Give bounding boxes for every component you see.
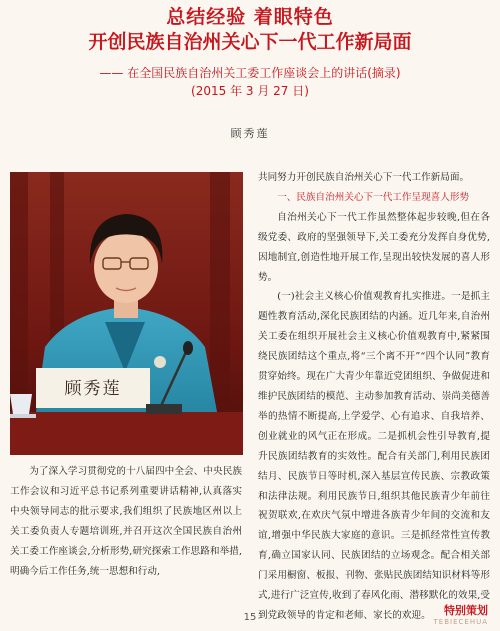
article-title-line2: 开创民族自治州关心下一代工作新局面 bbox=[88, 31, 412, 53]
section-brand-pinyin: TEBIECEHUA bbox=[433, 618, 488, 626]
page-number: 15 bbox=[243, 612, 257, 623]
section-brand bbox=[434, 602, 488, 626]
right-column bbox=[258, 168, 490, 626]
left-column bbox=[10, 462, 242, 582]
speaker-photo bbox=[10, 172, 243, 455]
nameplate-label: 顾秀莲 bbox=[64, 379, 122, 399]
paragraph: 自治州关心下一代工作虽然整体起步较晚,但在各级党委、政府的坚强领导下,关工委充分发挥自身优势,因地制宜,创造性地开展工作,呈现出较快发展的喜人形势。 bbox=[258, 211, 490, 283]
section-brand-label: 特别策划 bbox=[444, 604, 488, 617]
speaker-photo-illustration bbox=[10, 172, 243, 455]
article-title-line1: 总结经验 着眼特色 bbox=[166, 6, 334, 28]
article-subtitle: —— 在全国民族自治州关工委工作座谈会上的讲话(摘录) bbox=[99, 66, 401, 80]
paragraph: 为了深入学习贯彻党的十八届四中全会、中央民族工作会议和习近平总书记系列重要讲话精神,认真落实中央领导同志的批示要求,我们组织了民族地区州以上关工委负责人专题培训班,并召开这次全国民族自治州关工委工作座谈会,分析形势,研究探索工作思路和举措,明确今后工作任务,统一思想和行动, bbox=[10, 466, 242, 577]
section-heading: 一、民族自治州关心下一代工作呈现喜人形势 bbox=[277, 191, 470, 203]
article-author: 顾秀莲 bbox=[230, 127, 270, 140]
article-date: (2015 年 3 月 27 日) bbox=[191, 84, 309, 98]
paragraph: (一)社会主义核心价值观教育扎实推进。一是抓主题性教育活动,深化民族团结的内涵。近几年来,自治州关工委在组织开展社会主义核心价值观教育中,紧紧围绕民族团结这个重点,将“三个离不开”“四个认同”教育贯穿始终。现在广大青少年靠近党团组织、争做促进和维护民族团结的模范、主动参加教育活动、崇尚美德善举的热情不断提高,上学爱学、心有追求、自我培养、创业就业的风气正在形成。二是抓机会性引导教育,提升民族团结教育的实效性。配合有关部门,利用民族团结月、民族节日等时机,深入基层宣传民族、宗教政策和法律法规。利用民族节日,组织其他民族青少年前往祝贺联欢,在欢庆气氛中增进各族青少年间的交流和友谊,增强中华民族大家庭的意识。三是抓经常性宣传教育,确立国家认同、民族团结的立场观念。配合相关部门采用橱窗、板报、刊物、张贴民族团结知识材料等形式,进行广泛宣传,收到了春风化雨、潜移默化的效果,受到党政领导的肯定和老师、家长的欢迎。 bbox=[258, 291, 490, 621]
paragraph-continuation: 共同努力开创民族自治州关心下一代工作新局面。 bbox=[258, 172, 470, 183]
